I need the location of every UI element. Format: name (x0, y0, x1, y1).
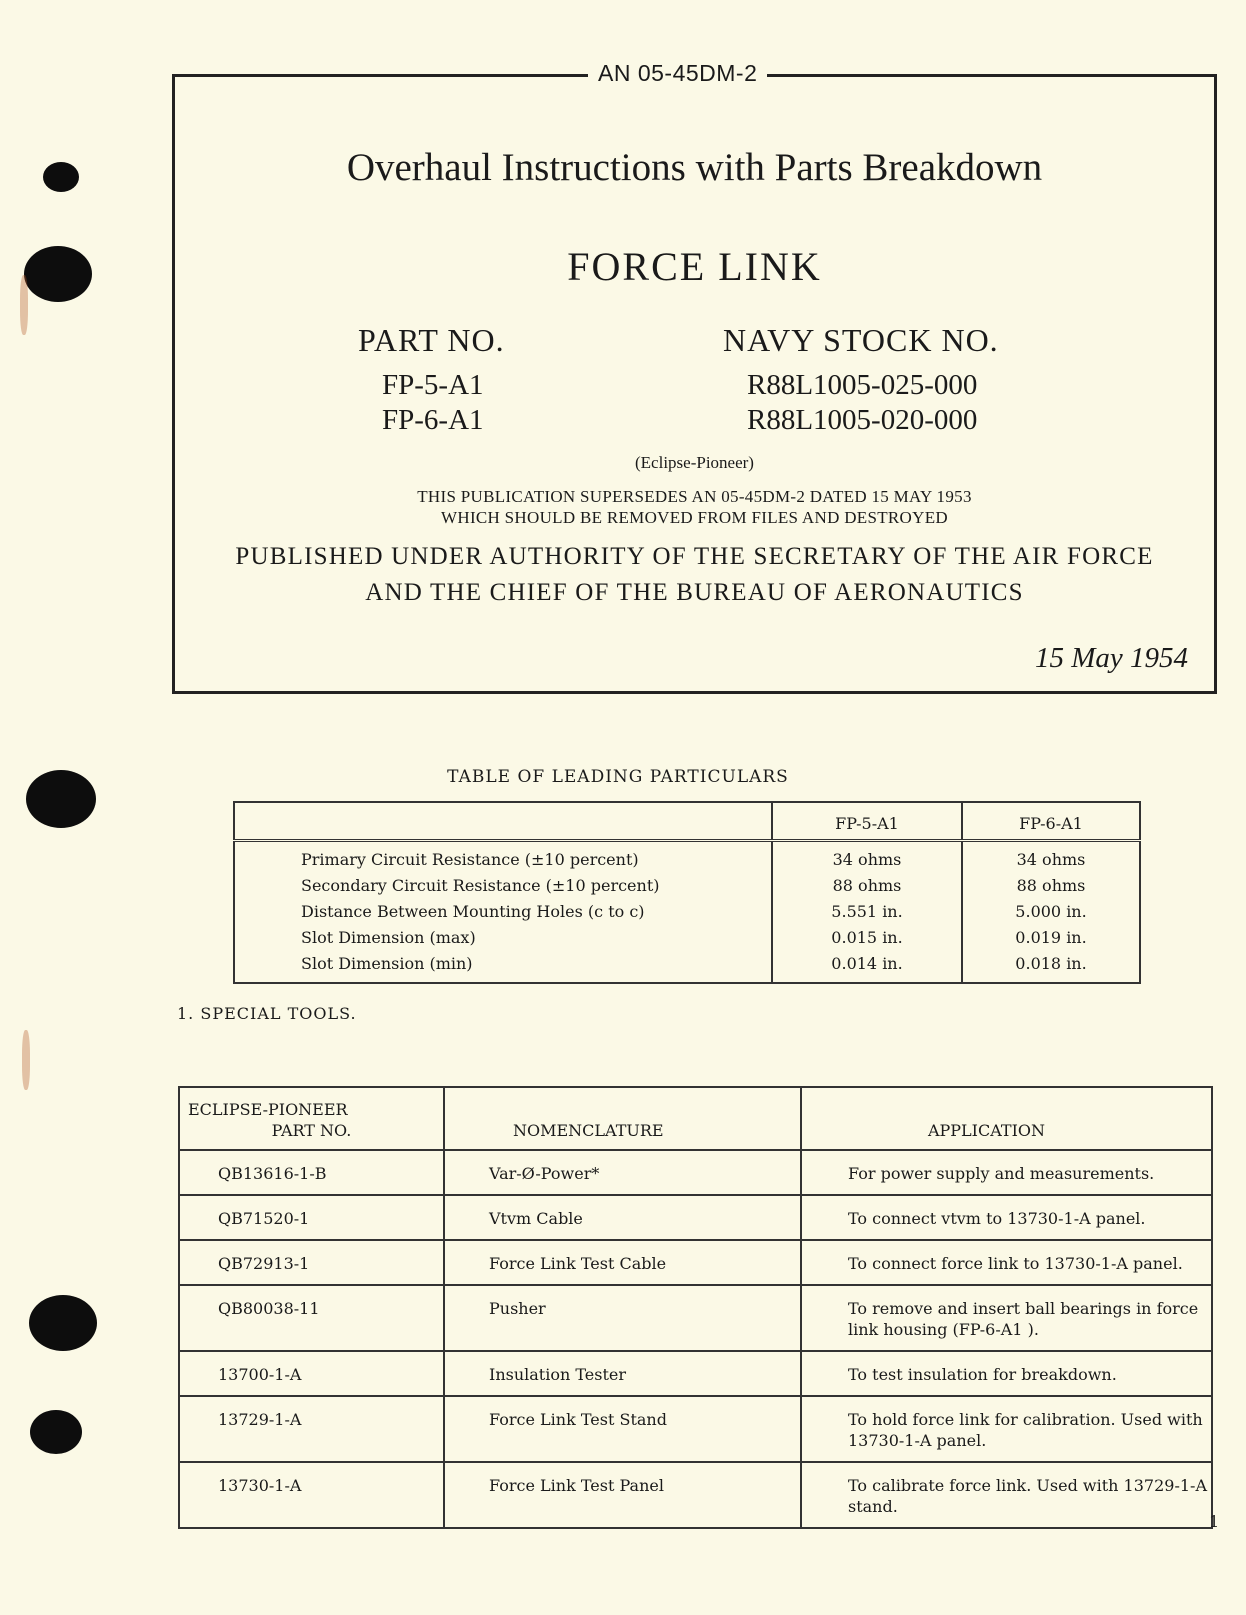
part-no-value: FP-6-A1 (382, 404, 484, 436)
table-row: QB71520-1 Vtvm Cable To connect vtvm to 13730-1-A panel. (179, 1195, 1212, 1240)
table-row: Secondary Circuit Resistance (±10 percent) 88 ohms 88 ohms (234, 872, 1140, 898)
column-header: APPLICATION (801, 1087, 1212, 1150)
subject-title: FORCE LINK (567, 244, 822, 289)
column-header: ECLIPSE-PIONEER PART NO. (179, 1087, 444, 1150)
authority-statement: AND THE CHIEF OF THE BUREAU OF AERONAUTICS (365, 579, 1024, 606)
table-row: Primary Circuit Resistance (±10 percent) 34 ohms 34 ohms (234, 841, 1140, 873)
table-row: 13730-1-A Force Link Test Panel To calibrate force link. Used with 13729-1-A stand. (179, 1462, 1212, 1528)
table-row: 13729-1-A Force Link Test Stand To hold force link for calibration. Used with 13730-1-A panel. (179, 1396, 1212, 1462)
document-number: AN 05-45DM-2 (588, 60, 767, 87)
title-block (172, 74, 1217, 694)
table-row: QB80038-11 Pusher To remove and insert ball bearings in force link housing (FP-6-A1 ). (179, 1285, 1212, 1351)
column-header: FP-5-A1 (772, 802, 962, 841)
navy-stock-value: R88L1005-020-000 (747, 404, 978, 436)
navy-stock-value: R88L1005-025-000 (747, 369, 978, 401)
main-title: Overhaul Instructions with Parts Breakdown (346, 146, 1043, 189)
supersede-notice: THIS PUBLICATION SUPERSEDES AN 05-45DM-2 DATED 15 MAY 1953 (417, 487, 972, 506)
table-row: Distance Between Mounting Holes (c to c) 5.551 in. 5.000 in. (234, 898, 1140, 924)
part-no-heading: PART NO. (358, 322, 505, 358)
table-row: 13700-1-A Insulation Tester To test insulation for breakdown. (179, 1351, 1212, 1396)
column-header (234, 802, 772, 841)
table-row: QB72913-1 Force Link Test Cable To connect force link to 13730-1-A panel. (179, 1240, 1212, 1285)
manufacturer: (Eclipse-Pioneer) (635, 453, 754, 472)
page-number: 1 (1209, 1512, 1220, 1531)
table-row: Slot Dimension (max) 0.015 in. 0.019 in. (234, 924, 1140, 950)
part-no-value: FP-5-A1 (382, 369, 484, 401)
supersede-notice: WHICH SHOULD BE REMOVED FROM FILES AND DESTROYED (441, 508, 948, 527)
section-heading: 1. SPECIAL TOOLS. (177, 1004, 357, 1023)
punch-hole (29, 1295, 97, 1351)
publication-date: 15 May 1954 (1034, 642, 1188, 674)
authority-statement: PUBLISHED UNDER AUTHORITY OF THE SECRETARY OF THE AIR FORCE (235, 543, 1154, 570)
table-caption: TABLE OF LEADING PARTICULARS (447, 767, 789, 787)
punch-hole (24, 246, 92, 302)
table-row: QB13616-1-B Var-Ø-Power* For power supply and measurements. (179, 1150, 1212, 1195)
punch-hole (30, 1410, 82, 1454)
special-tools-table (178, 1086, 1213, 1529)
rust-stain (22, 1030, 30, 1090)
leading-particulars-table (233, 801, 1141, 984)
navy-stock-heading: NAVY STOCK NO. (723, 322, 999, 358)
table-row: Slot Dimension (min) 0.014 in. 0.018 in. (234, 950, 1140, 983)
rust-stain (20, 275, 28, 335)
column-header: NOMENCLATURE (444, 1087, 801, 1150)
column-header: FP-6-A1 (962, 802, 1140, 841)
punch-hole (43, 162, 79, 192)
